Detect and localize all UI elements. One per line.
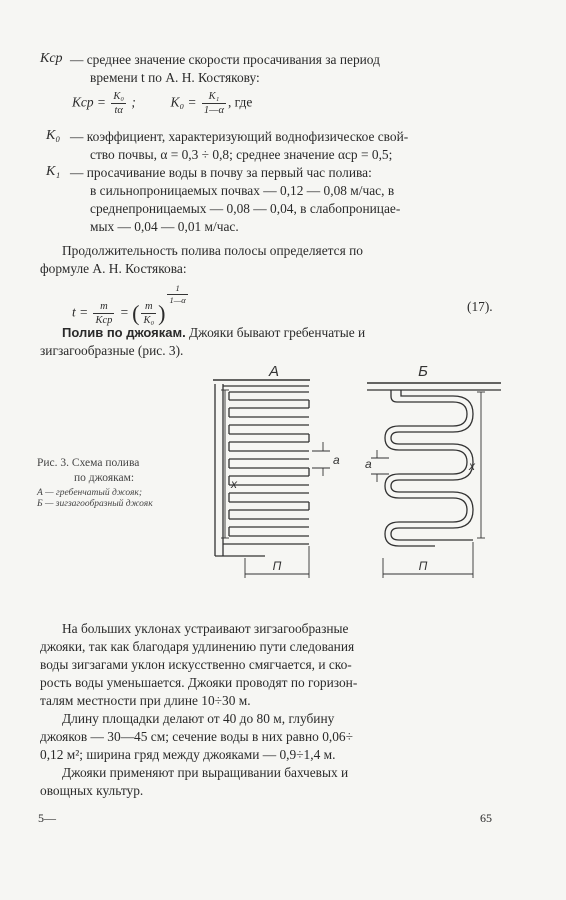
diagram-a-dim-p: П [272,559,282,573]
formula1-lhs1: Kср = [72,94,106,110]
definition-k1-text: — просачивание воды в почву за первый час полива: [70,165,372,180]
equation-number: (17). [467,299,493,314]
diagram-a-label: А [268,363,280,380]
formula-kcp-k0 [72,90,252,117]
paragraph2-line5: талям местности при длине 10÷30 м. [40,693,251,708]
definition-kcp-cont: времени t по А. Н. Костякову: [90,70,260,85]
paragraph3-line1: Длину площадки делают от 40 до 80 м, глубину [62,711,335,726]
formula2-frac2: $\frac{m}{\text{K₀}}$ [143,300,155,327]
paragraph3-line2: джояков — 30—45 см; сечение воды в них равно 0,06÷ [40,729,353,744]
formula1-lhs2: K₀ = [170,94,197,110]
diagram-b-dim-a: a [365,457,372,471]
term-k1: K₁ [46,164,61,179]
formula2-lhs: t = [72,304,89,320]
diagram-b-dimensions [371,392,485,578]
diagram-b-label: Б [418,363,428,380]
paragraph2-line4: рость воды уменьшается. Джояки проводят по горизон- [40,675,358,690]
term-kcp: Kср [40,51,63,66]
definition-k1-line2: среднепроницаемых — 0,08 — 0,04, в слабопроницае- [90,201,401,216]
formula1-tail: , где [227,94,253,110]
paragraph4-line2: овощных культур. [40,783,144,798]
formula-17: t = $\frac{m}{\text{Kср}}$ = ( $\frac{m}{\text{K₀}}$ ) $\frac{1}{1—\alpha}$ [72,283,186,327]
section-text-first [62,326,365,339]
section-heading: Полив по джоякам. [62,325,186,340]
paragraph2-line3: воды зигзагами уклон искусственно смягчается, и ско- [40,657,352,672]
definition-k1-line3: мых — 0,04 — 0,01 м/час. [90,219,239,234]
formula2-frac1: $\frac{m}{\text{Kср}}$ [95,300,113,327]
paragraph2-line2: джояки, так как благодаря удлинению пути следования [40,639,355,654]
definition-k0-text: — коэффициент, характеризующий воднофизическое свой- [70,129,409,144]
definition-k1-line1: в сильнопроницаемых почвах — 0,12 — 0,08 м/час, в [90,183,395,198]
formula1-sep: ; [131,94,136,110]
paragraph1-line2: формуле А. Н. Костякова: [40,261,187,276]
diagram-b-dim-p: П [418,559,428,573]
term-k0: K₀ [46,128,61,143]
formula2-eq: = [119,304,129,320]
diagram-a-dim-a: a [333,453,340,467]
diagram-a-comb-drains [213,380,310,556]
figure-legend-a: А — гребенчатый джояк; [37,488,143,498]
diagram-b-dim-x: x [469,459,475,473]
paragraph1-line1: Продолжительность полива полосы определяется по [62,243,363,258]
figure-diagram [205,362,505,594]
figure-caption-title: Рис. 3. Схема полива [37,457,140,469]
page-number: 65 [480,811,492,825]
footer-signature: 5— [38,811,56,825]
definition-kcp-text: — среднее значение скорости просачивания за период [70,52,380,67]
paragraph4-line1: Джояки применяют при выращивании бахчевых и [62,765,349,780]
paragraph3-line3: 0,12 м²; ширина гряд между джояками — 0,9÷1,4 м. [40,747,336,762]
diagram-a-dimensions [221,390,330,578]
definition-k0-cont: ство почвы, α = 0,3 ÷ 0,8; среднее значение αср = 0,5; [90,147,393,162]
figure-legend-b: Б — зигзагообразный джояк [37,499,153,509]
section-text-second: зигзагообразные (рис. 3). [40,343,184,358]
formula1-frac2: $\frac{\text{K₁}}{1—\alpha}$ [203,91,224,117]
figure-caption-title2: по джоякам: [74,472,135,484]
section-text-first-words: Джояки бывают гребенчатые и [189,325,366,340]
diagram-a-dim-x: x [231,477,237,491]
formula1-frac1: $\frac{\text{K₀}}{t\alpha}$ [113,91,124,117]
formula2-exponent: $\frac{1}{1—\alpha}$ [169,283,186,305]
paragraph2-line1: На больших уклонах устраивают зигзагообразные [62,621,349,636]
